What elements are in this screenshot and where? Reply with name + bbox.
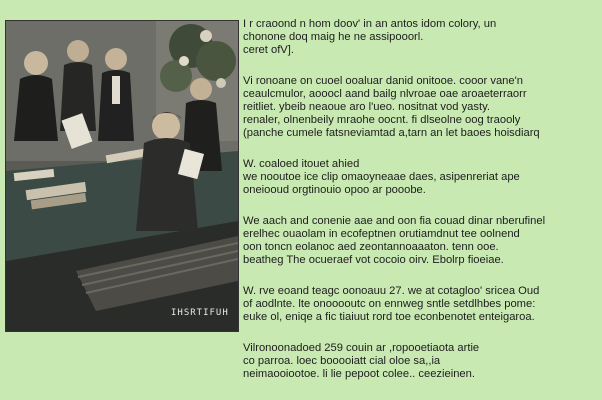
text-line: ceret ofV]. [243, 44, 294, 56]
text-line: ceaulcmulor, aooocl aand bailg nlvroae oae aroaeterraorr [243, 88, 527, 100]
text-line: of aodlnte. lte onooooutc on ennweg sntle setdlhbes pome: [243, 298, 536, 310]
text-line: erelhec ouaolam in ecofeptnen orutiamdnut tee oolnend [243, 228, 520, 240]
text-line: beatheg The ocueraef vot cocoio oirv. Ebolrp fioeiae. [243, 254, 504, 266]
text-line: co parroa. loec booooiatt cial oloe sa,,ia [243, 355, 441, 367]
paragraph [243, 215, 595, 267]
text-line: Vi ronoane on cuoel ooaluar danid onitooe. cooor vane'n [243, 75, 523, 87]
paragraph [243, 75, 595, 140]
article-text [243, 18, 595, 399]
text-line: renaler, olnenbeily mraohe oocnt. fi dlseolne oog traooly [243, 114, 521, 126]
text-line: oneiooud orgtinouio opoo ar pooobe. [243, 184, 426, 196]
text-line: W. rve eoand teagc oonoauu 27. we at cotagloo' sricea Oud [243, 285, 540, 297]
text-line: I r craoond n hom doov' in an antos idom colory, un [243, 18, 497, 30]
text-line: neimaooiootoe. li lie pepoot colee.. ceezieinen. [243, 368, 475, 380]
text-line: Vilronoonadoed 259 couin ar ,ropooetiaota artie [243, 342, 480, 354]
paragraph [243, 18, 595, 57]
text-line: (panche cumele fatsneviamtad a,tarn an let baoes hoisdiarq [243, 127, 540, 139]
photo-illustration [6, 21, 238, 331]
paragraph [243, 285, 595, 324]
text-line: We aach and conenie aae and oon fia couad dinar nberufinel [243, 215, 546, 227]
paragraph [243, 158, 595, 197]
text-line: W. coaloed itouet ahied [243, 158, 360, 170]
paragraph [243, 342, 595, 381]
historical-photo [5, 20, 239, 332]
text-line: chonone doq maig he ne assipooorl. [243, 31, 424, 43]
text-line: euke ol, eniqe a fic tiaiuut rord toe econbenotet enteigaroa. [243, 311, 535, 323]
photo-caption: IHSRTIFUH [171, 308, 229, 318]
text-line: we nooutoe ice clip omaoyneaae daes, asipenreriat ape [243, 171, 520, 183]
text-line: oon toncn eolanoc aed zeontannoaaaton. tenn ooe. [243, 241, 499, 253]
text-line: reitliet. ybeib neaoue aro l'ueo. nositnat vod yasty. [243, 101, 490, 113]
